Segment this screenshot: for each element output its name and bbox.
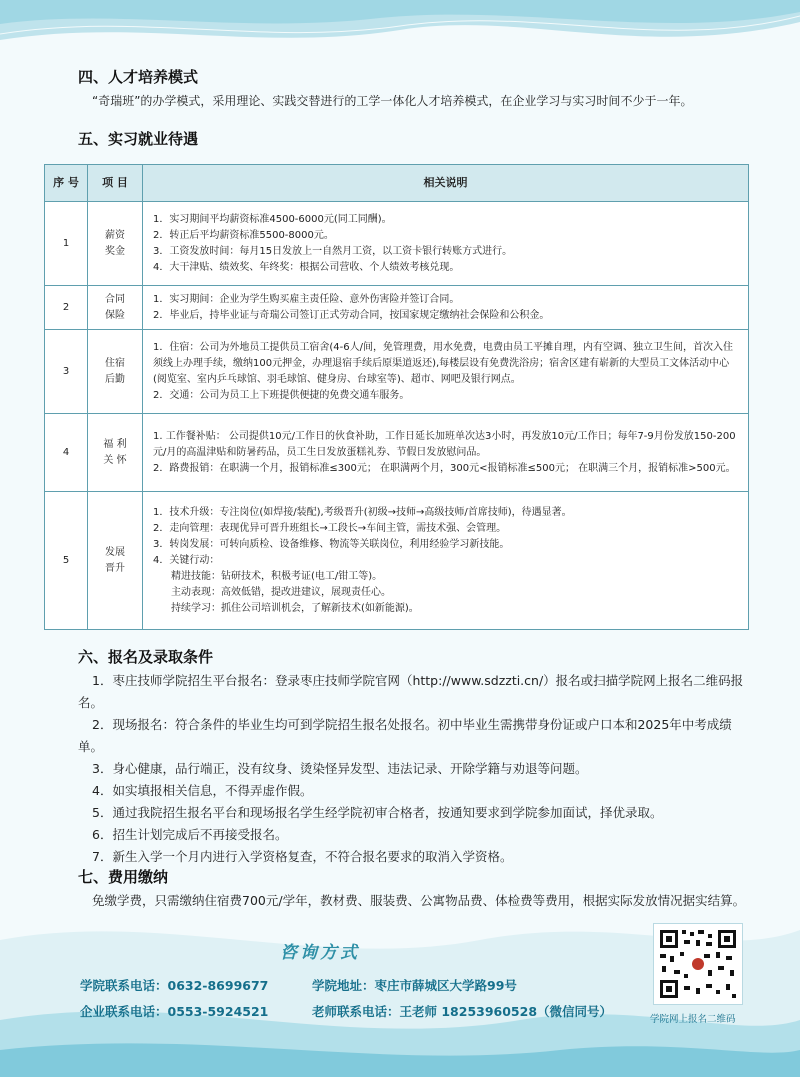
top-wave-decoration <box>0 0 800 70</box>
desc-line: 2．毕业后，持毕业证与奇瑞公司签订正式劳动合同，按国家规定缴纳社会保险和公积金。 <box>153 309 550 321</box>
qr-caption: 学院网上报名二维码 <box>650 1014 736 1025</box>
row-description <box>143 286 749 330</box>
company-phone: 企业联系电话：0553-5924521 <box>80 1004 269 1019</box>
desc-line: 2．路费报销：在职满一个月，报销标准≤300元； 在职满两个月，300元<报销标准≤500元； 在职满三个月，报销标准>500元。 <box>153 462 736 474</box>
desc-line: 1. 工作餐补贴： 公司提供10元/工作日的伙食补助，工作日延长加班单次达3小时，再发放10元/工作日；每年7-9月份发放150-200元/月的高温津贴和防暑药品，员工生日发放蛋糕礼券、节假日发放慰问品。 <box>153 430 736 458</box>
list-item: 5．通过我院招生报名平台和现场报名学生经学院初审合格者，按通知要求到学院参加面试，择优录取。 <box>92 805 663 820</box>
table-row <box>45 492 749 630</box>
row-number: 2 <box>45 286 88 330</box>
row-item-line: 住宿 <box>105 357 125 369</box>
desc-subline: 持续学习：抓住公司培训机会，了解新技术(如新能源)。 <box>171 602 419 614</box>
requirements-list <box>78 670 748 868</box>
teacher-phone: 老师联系电话：王老师 18253960528（微信同号） <box>312 1004 613 1019</box>
list-item: 3．身心健康，品行端正，没有纹身、烫染怪异发型、违法记录、开除学籍与劝退等问题。 <box>92 761 588 776</box>
list-item: 7．新生入学一个月内进行入学资格复查，不符合报名要求的取消入学资格。 <box>92 849 513 864</box>
desc-line: 1．实习期间：企业为学生购买雇主责任险、意外伤害险并签订合同。 <box>153 293 460 305</box>
college-phone: 学院联系电话：0632-8699677 <box>80 978 269 993</box>
row-number: 5 <box>45 492 88 630</box>
header-desc: 相关说明 <box>143 165 749 202</box>
header-item: 项 目 <box>88 165 143 202</box>
desc-line: 2．转正后平均薪资标准5500-8000元。 <box>153 229 334 241</box>
table-row <box>45 414 749 492</box>
desc-line: 4．关键行动： <box>153 554 220 566</box>
row-description <box>143 330 749 414</box>
list-item: 2．现场报名：符合条件的毕业生均可到学院招生报名处报名。初中毕业生需携带身份证或户口本和2025年中考成绩单。 <box>78 717 732 754</box>
row-item-line: 奖金 <box>105 245 125 257</box>
desc-subline: 主动表现：高效低错，提改进建议，展现责任心。 <box>171 586 391 598</box>
desc-line: 1．实习期间平均薪资标准4500-6000元(同工同酬)。 <box>153 213 392 225</box>
contact-title: 咨询方式 <box>280 943 360 963</box>
row-item-line: 薪资 <box>105 229 125 241</box>
table-row <box>45 202 749 286</box>
row-item-line: 合同 <box>105 293 125 305</box>
row-description <box>143 202 749 286</box>
section7-heading: 七、费用缴纳 <box>78 868 169 886</box>
header-no: 序 号 <box>45 165 88 202</box>
section7-body: 免缴学费，只需缴纳住宿费700元/学年，教材费、服装费、公寓物品费、体检费等费用，根据实际发放情况据实结算。 <box>92 893 746 908</box>
table-row <box>45 286 749 330</box>
desc-line: 4．大干津贴、绩效奖、年终奖：根据公司营收、个人绩效考核兑现。 <box>153 261 460 273</box>
row-item-line: 发展 <box>105 546 125 558</box>
table-row <box>45 330 749 414</box>
desc-line: 3．转岗发展：可转向质检、设备维修、物流等关联岗位，利用经验学习新技能。 <box>153 538 510 550</box>
section4-body: “奇瑞班”的办学模式，采用理论、实践交替进行的工学一体化人才培养模式，在企业学习与实习时间不少于一年。 <box>92 94 693 108</box>
list-item: 1．枣庄技师学院招生平台报名：登录枣庄技师学院官网（http://www.sdzzti.cn/）报名或扫描学院网上报名二维码报名。 <box>78 673 744 710</box>
row-item-line: 保险 <box>105 309 125 321</box>
desc-line: 2．交通：公司为员工上下班提供便捷的免费交通车服务。 <box>153 389 410 401</box>
section6-heading: 六、报名及录取条件 <box>78 648 214 666</box>
row-number: 4 <box>45 414 88 492</box>
desc-line: 1．住宿：公司为外地员工提供员工宿舍(4-6人/间，免管理费，用水免费，电费由员工平摊自理，内有空调、独立卫生间，首次入住须线上办理手续，缴纳100元押金，办理退宿手续后原渠道返还),每楼层设有免费洗浴房；宿舍区建有崭新的大型员工文体活动中心(阅览室、室内乒乓球馆、羽毛球馆、健身房、台球室等)、超市、网吧及银行网点。 <box>153 341 733 385</box>
row-item <box>88 286 143 330</box>
desc-subline: 精进技能：钻研技术，积极考证(电工/钳工等)。 <box>171 570 383 582</box>
row-item-line: 关 怀 <box>103 454 127 466</box>
section4-heading: 四、人才培养模式 <box>78 68 199 86</box>
college-address: 学院地址：枣庄市薛城区大学路99号 <box>312 978 517 993</box>
registration-qr-code-icon[interactable] <box>654 924 742 1004</box>
row-item <box>88 414 143 492</box>
row-item <box>88 330 143 414</box>
list-item: 4．如实填报相关信息，不得弄虚作假。 <box>92 783 313 798</box>
desc-line: 2．走向管理：表现优异可晋升班组长→工段长→车间主管，需技术强、会管理。 <box>153 522 507 534</box>
row-item-line: 福 利 <box>103 438 127 450</box>
row-description <box>143 414 749 492</box>
desc-line: 1．技术升级：专注岗位(如焊接/装配),考级晋升(初级→技师→高级技师/首席技师)，待遇显著。 <box>153 506 572 518</box>
list-item: 6．招生计划完成后不再接受报名。 <box>92 827 288 842</box>
row-number: 3 <box>45 330 88 414</box>
row-item-line: 晋升 <box>105 562 125 574</box>
row-number: 1 <box>45 202 88 286</box>
row-item <box>88 492 143 630</box>
row-item <box>88 202 143 286</box>
section5-heading: 五、实习就业待遇 <box>78 130 199 148</box>
row-description <box>143 492 749 630</box>
benefits-table <box>44 164 749 630</box>
table-header-row <box>45 165 749 202</box>
row-item-line: 后勤 <box>105 373 125 385</box>
desc-line: 3．工资发放时间：每月15日发放上一自然月工资，以工资卡银行转账方式进行。 <box>153 245 513 257</box>
